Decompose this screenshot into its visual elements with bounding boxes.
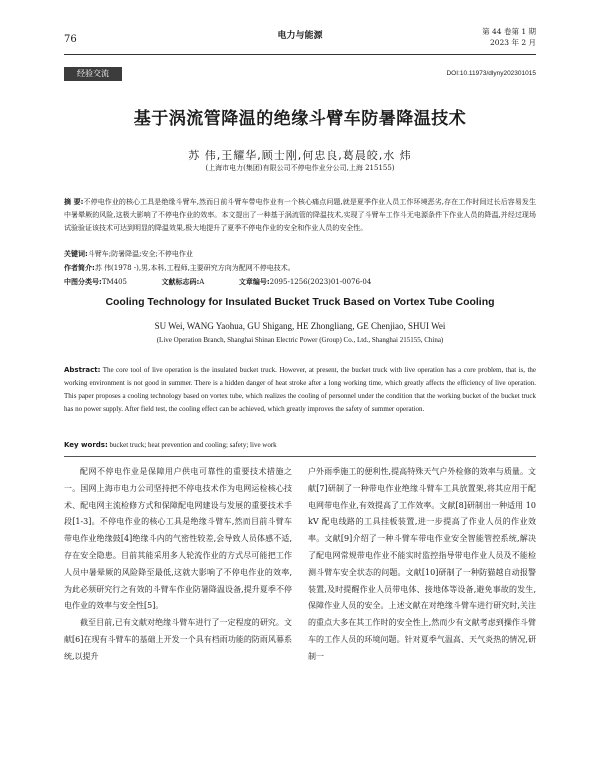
keywords-en-text: bucket truck; heat prevention and cooling; safety; live work (109, 441, 277, 449)
doc-code: A (199, 278, 205, 286)
classification-line (64, 277, 536, 288)
journal-name: 电力与能源 (277, 31, 323, 41)
article-number: 2095-1256(2023)01-0076-04 (269, 278, 372, 286)
author-intro (64, 263, 536, 274)
abstract-en (64, 364, 536, 416)
english-title: Cooling Technology for Insulated Bucket Truck Based on Vortex Tube Cooling (105, 296, 495, 308)
page-number: 76 (64, 34, 77, 45)
body-paragraph: 截至目前,已有文献对绝缘斗臂车进行了一定程度的研究。文献[6]在现有斗臂车的基础上开发一个具有档雨功能的防雨风幕系统,以提升 (64, 618, 292, 661)
body-column-left (64, 464, 292, 666)
section-divider (64, 456, 536, 457)
article-number-label: 文章编号: (238, 278, 270, 286)
body-paragraph: 配网不停电作业是保障用户供电可靠性的重要技术措施之一。国网上海市电力公司坚持把不停电技术作为电网运检核心技术、配电网主流检修方式和保障配电网建设与发展的重要技术手段[1-3]。不停电作业的核心工具是绝缘斗臂车,然而目前斗臂车带电作业绝缘鼓[4]绝缘斗内的气密性较差,会导致人员体感不适,存在安全隐患。目前其能采用多人轮流作业的方式尽可能把工作人员中暑晕厥的风险降至最低,这就大影响了不停电作业的效率,为此必须研究行之有效的斗臂车作业防暑降温设备,提升夏季不停电作业的效率与安全性[5]。 (64, 467, 292, 611)
clc-code: TM405 (101, 278, 128, 286)
keywords-en (64, 440, 536, 451)
page-header (64, 24, 536, 55)
abstract-cn-label: 摘 要: (64, 198, 84, 206)
english-authors: SU Wei, WANG Yaohua, GU Shigang, HE Zhongliang, GE Chenjiao, SHUI Wei (154, 321, 446, 331)
clc-label: 中图分类号: (64, 278, 102, 286)
abstract-en-text: The core tool of live operation is the insulated bucket truck. However, at present, the bucket truck with live operation has a core problem, that is, the working environment is not good in summer. There is a hidden danger of heat stroke after a long working time, which greatly affects the efficiency of live operation. This paper proposes a cooling technology based on vortex tube, which realizes the cooling of personnel under the condition that the working bucket of the bucket truck has no power supply. After field test, the cooling effect can be achieved, which greatly improves the safety of summer operation. (64, 366, 536, 413)
volume: 第 44 卷第 1 期 (482, 27, 536, 36)
issue-date: 2023 年 2 月 (489, 38, 536, 47)
body-paragraph: 户外雨季施工的便利性,提高特殊天气户外检修的效率与质量。文献[7]研制了一种带电作业绝缘斗臂车工具放置架,将其应用于配电网带电作业,有效提高了工作效率。文献[8]研制出一种适用 10 kV 配电线路的工具挂板装置,进一步提高了作业人员的作业效率。文献[9]介绍了一种斗臂车带电作业安全智能管控系统,解决了配电网常规带电作业不能实时监控指导带电作业人员及不能检测斗臂车安全状态的问题。文献[10]研制了一种防猫越自动报警装置,及时提醒作业人员带电体、接地体等设备,避免事故的发生,保障作业人员的安全。上述文献在对绝缘斗臂车进行研究时,关注的重点大多在其工作时的安全性上,然而少有文献考虑到操作斗臂车的工作人员的环境问题。针对夏季气温高、天气炎热的情况,研制一 (308, 467, 536, 661)
abstract-en-label: Abstract: (64, 366, 101, 374)
doc-code-label: 文献标志码: (161, 278, 200, 286)
keywords-cn (64, 249, 536, 260)
keywords-cn-label: 关键词: (64, 250, 88, 258)
issue-info (482, 26, 536, 48)
author-intro-label: 作者简介: (64, 264, 95, 272)
affiliation: (上海市电力(集团)有限公司不停电作业分公司,上海 215155) (205, 164, 395, 172)
keywords-en-label: Key words: (64, 441, 108, 449)
section-badge: 经验交流 (64, 67, 122, 81)
author-list: 苏 伟,王耀华,顾士刚,何忠良,葛晨皎,水 炜 (188, 149, 412, 162)
abstract-cn-text: 不停电作业的核心工具是绝缘斗臂车,然而日前斗臂车带电作业有一个核心痛点问题,就是夏季作业人员工作环境恶劣,存在工作时间过长后容易发生中暑晕厥的风险,这极大影响了不停电作业的效率。本文提出了一种基于涡流管的降温技术,实现了斗臂车工作斗无电源条件下作业人员的降温,并经过现场试验验证该技术可达到明显的降温效果,极大地提升了夏季不停电作业的安全和作业人员的安全性。 (64, 198, 536, 233)
body-column-right (308, 464, 536, 666)
author-intro-text: 苏 伟(1978 -),男,本科,工程师,主要研究方向为配网不停电技术。 (94, 264, 295, 272)
doi: DOI:10.11973/dlyny202301015 (446, 70, 536, 77)
keywords-cn-text: 斗臂车;防暑降温;安全;不停电作业 (87, 250, 193, 258)
abstract-cn (64, 196, 536, 235)
english-affiliation: (Live Operation Branch, Shanghai Shinan Electric Power (Group) Co., Ltd., Shanghai 215155, China) (156, 336, 444, 344)
article-title: 基于涡流管降温的绝缘斗臂车防暑降温技术 (133, 109, 467, 129)
